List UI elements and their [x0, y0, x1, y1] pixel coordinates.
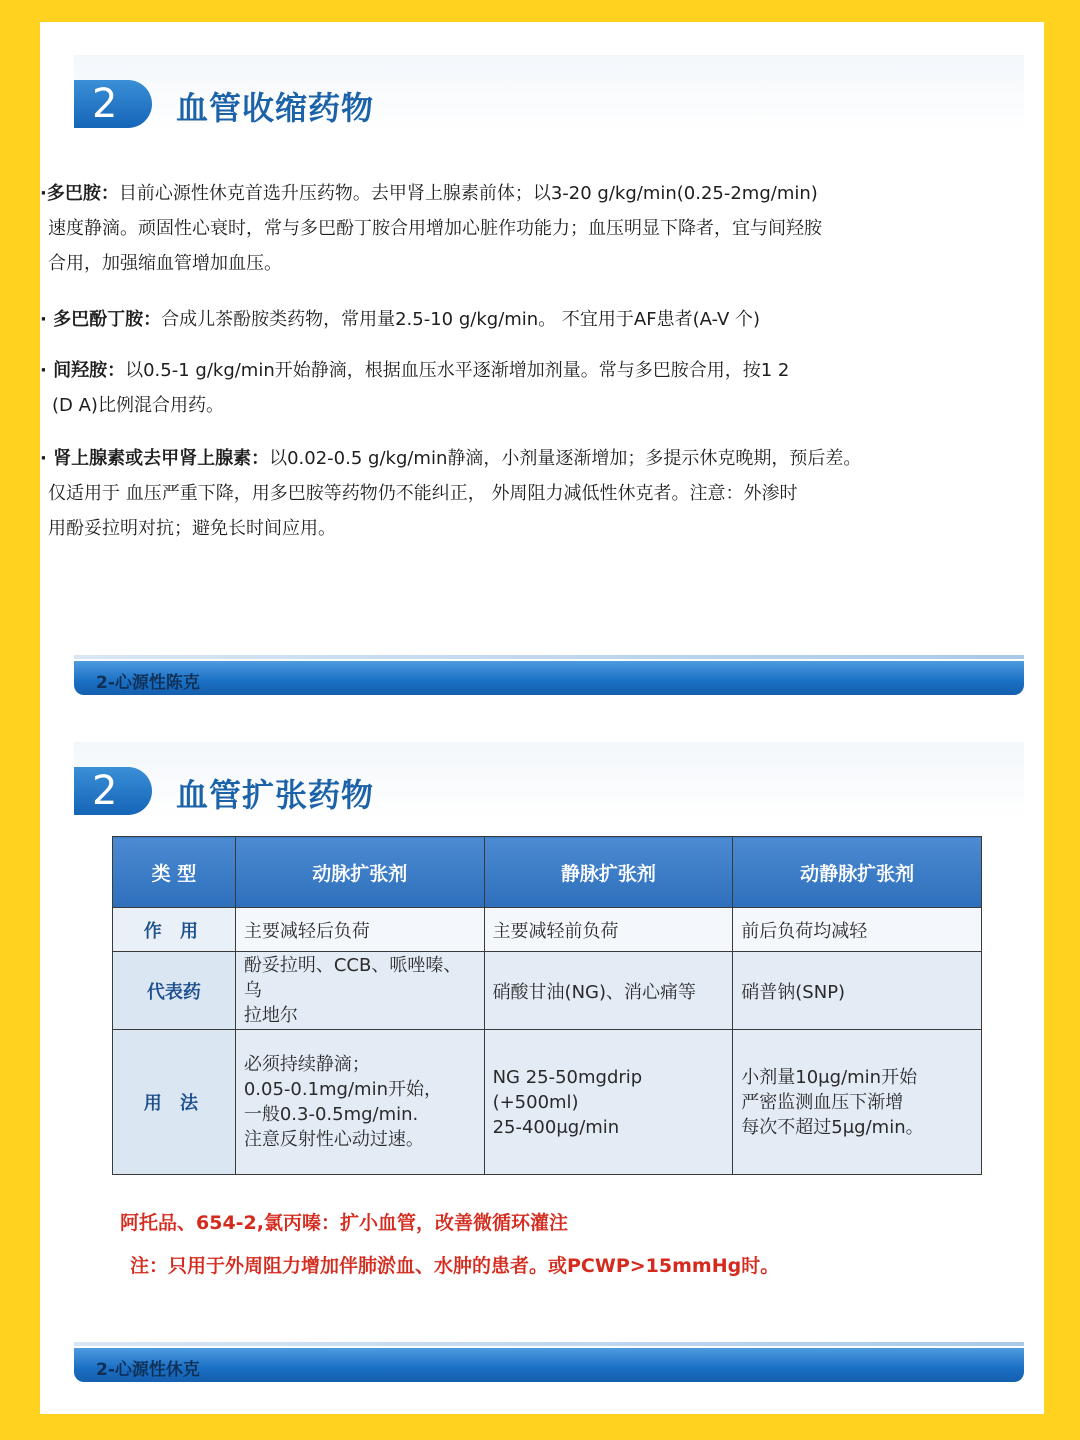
item-lead: ·多巴胺： [40, 183, 119, 204]
row-label: 代表药 [113, 952, 236, 1030]
table-header: 静脉扩张剂 [484, 837, 733, 908]
item-metaraminol [40, 353, 920, 423]
table-header-row [113, 837, 982, 908]
table-cell: 主要减轻后负荷 [235, 908, 484, 952]
table-cell [235, 1030, 484, 1175]
table-row [113, 908, 982, 952]
item-line: 以0.02-0.5 g/kg/min静滴，小剂量逐渐增加；多提示休克晚期，预后差。 [269, 448, 862, 469]
table-cell [484, 1030, 733, 1175]
item-line: 目前心源性休克首选升压药物。去甲肾上腺素前体；以3-20 g/kg/min(0.25-2mg/min) [118, 183, 818, 204]
item-dopamine [40, 176, 920, 281]
item-dobutamine [40, 302, 920, 337]
row-label: 用 法 [113, 1030, 236, 1175]
section-number-badge: 2 [74, 767, 152, 815]
table-header: 动静脉扩张剂 [733, 837, 982, 908]
item-lead: · 间羟胺： [40, 360, 126, 381]
item-lead: · 多巴酚丁胺： [40, 309, 162, 330]
item-line: (D A)比例混合用药。 [52, 395, 224, 416]
slide-title: 血管扩张药物 [176, 776, 375, 814]
cell-line: 一般0.3-0.5mg/min. [243, 1104, 419, 1125]
footer-label: 2-心源性陈克 [96, 673, 200, 693]
footer-label: 2-心源性休克 [96, 1360, 200, 1380]
item-line: 以0.5-1 g/kg/min开始静滴，根据血压水平逐渐增加剂量。常与多巴胺合用，按1 2 [125, 360, 790, 381]
item-line: 合用，加强缩血管增加血压。 [48, 253, 282, 274]
table-cell: 硝普钠(SNP) [733, 952, 982, 1030]
vasodilator-table [112, 836, 982, 1175]
cell-line: 每次不超过5μg/min。 [741, 1116, 924, 1138]
cell-line: 酚妥拉明、CCB、哌唑嗪、乌 [243, 955, 462, 1001]
table-cell: 硝酸甘油(NG)、消心痛等 [484, 952, 733, 1030]
footer-bar [74, 661, 1024, 695]
table-cell: 前后负荷均减轻 [733, 908, 982, 952]
cell-line: 拉地尔 [243, 1005, 298, 1026]
table-cell [235, 952, 484, 1030]
table-row [113, 952, 982, 1030]
table-cell: 主要减轻前负荷 [484, 908, 733, 952]
table-row [113, 1030, 982, 1175]
item-line: 仅适用于 血压严重下降，用多巴胺等药物仍不能纠正， 外周阻力减低性休克者。注意：外渗时 [48, 483, 798, 504]
cell-line: NG 25-50mgdrip [492, 1066, 643, 1088]
item-epinephrine [40, 441, 920, 546]
item-line: 合成儿茶酚胺类药物，常用量2.5-10 g/kg/min。 不宜用于AF患者(A-V 个) [161, 309, 761, 330]
footer-bar [74, 1348, 1024, 1382]
cell-line: 必须持续静滴； [243, 1054, 370, 1075]
table-header: 动脉扩张剂 [235, 837, 484, 908]
cell-line: (+500ml) [492, 1091, 579, 1113]
cell-line: 0.05-0.1mg/min开始， [243, 1079, 442, 1100]
cell-line: 严密监测血压下渐增 [741, 1091, 904, 1113]
note-indication: 注：只用于外周阻力增加伴肺淤血、水肿的患者。或PCWP>15mmHg时。 [130, 1255, 780, 1277]
section-number-badge: 2 [74, 80, 152, 128]
item-line: 速度静滴。顽固性心衰时，常与多巴酚丁胺合用增加心脏作功能力；血压明显下降者，宜与间羟胺 [48, 218, 822, 239]
table-cell [733, 1030, 982, 1175]
row-label: 作 用 [113, 908, 236, 952]
item-line: 用酚妥拉明对抗；避免长时间应用。 [48, 518, 336, 539]
item-lead: · 肾上腺素或去甲肾上腺素： [40, 448, 270, 469]
cell-line: 小剂量10μg/min开始 [741, 1066, 918, 1088]
slide-title: 血管收缩药物 [176, 89, 375, 127]
cell-line: 注意反射性心动过速。 [243, 1129, 424, 1150]
cell-line: 25-400μg/min [492, 1116, 620, 1138]
table-header: 类 型 [113, 837, 236, 908]
note-atropine: 阿托品、654-2,氯丙嗪：扩小血管，改善微循环灌注 [120, 1212, 568, 1234]
